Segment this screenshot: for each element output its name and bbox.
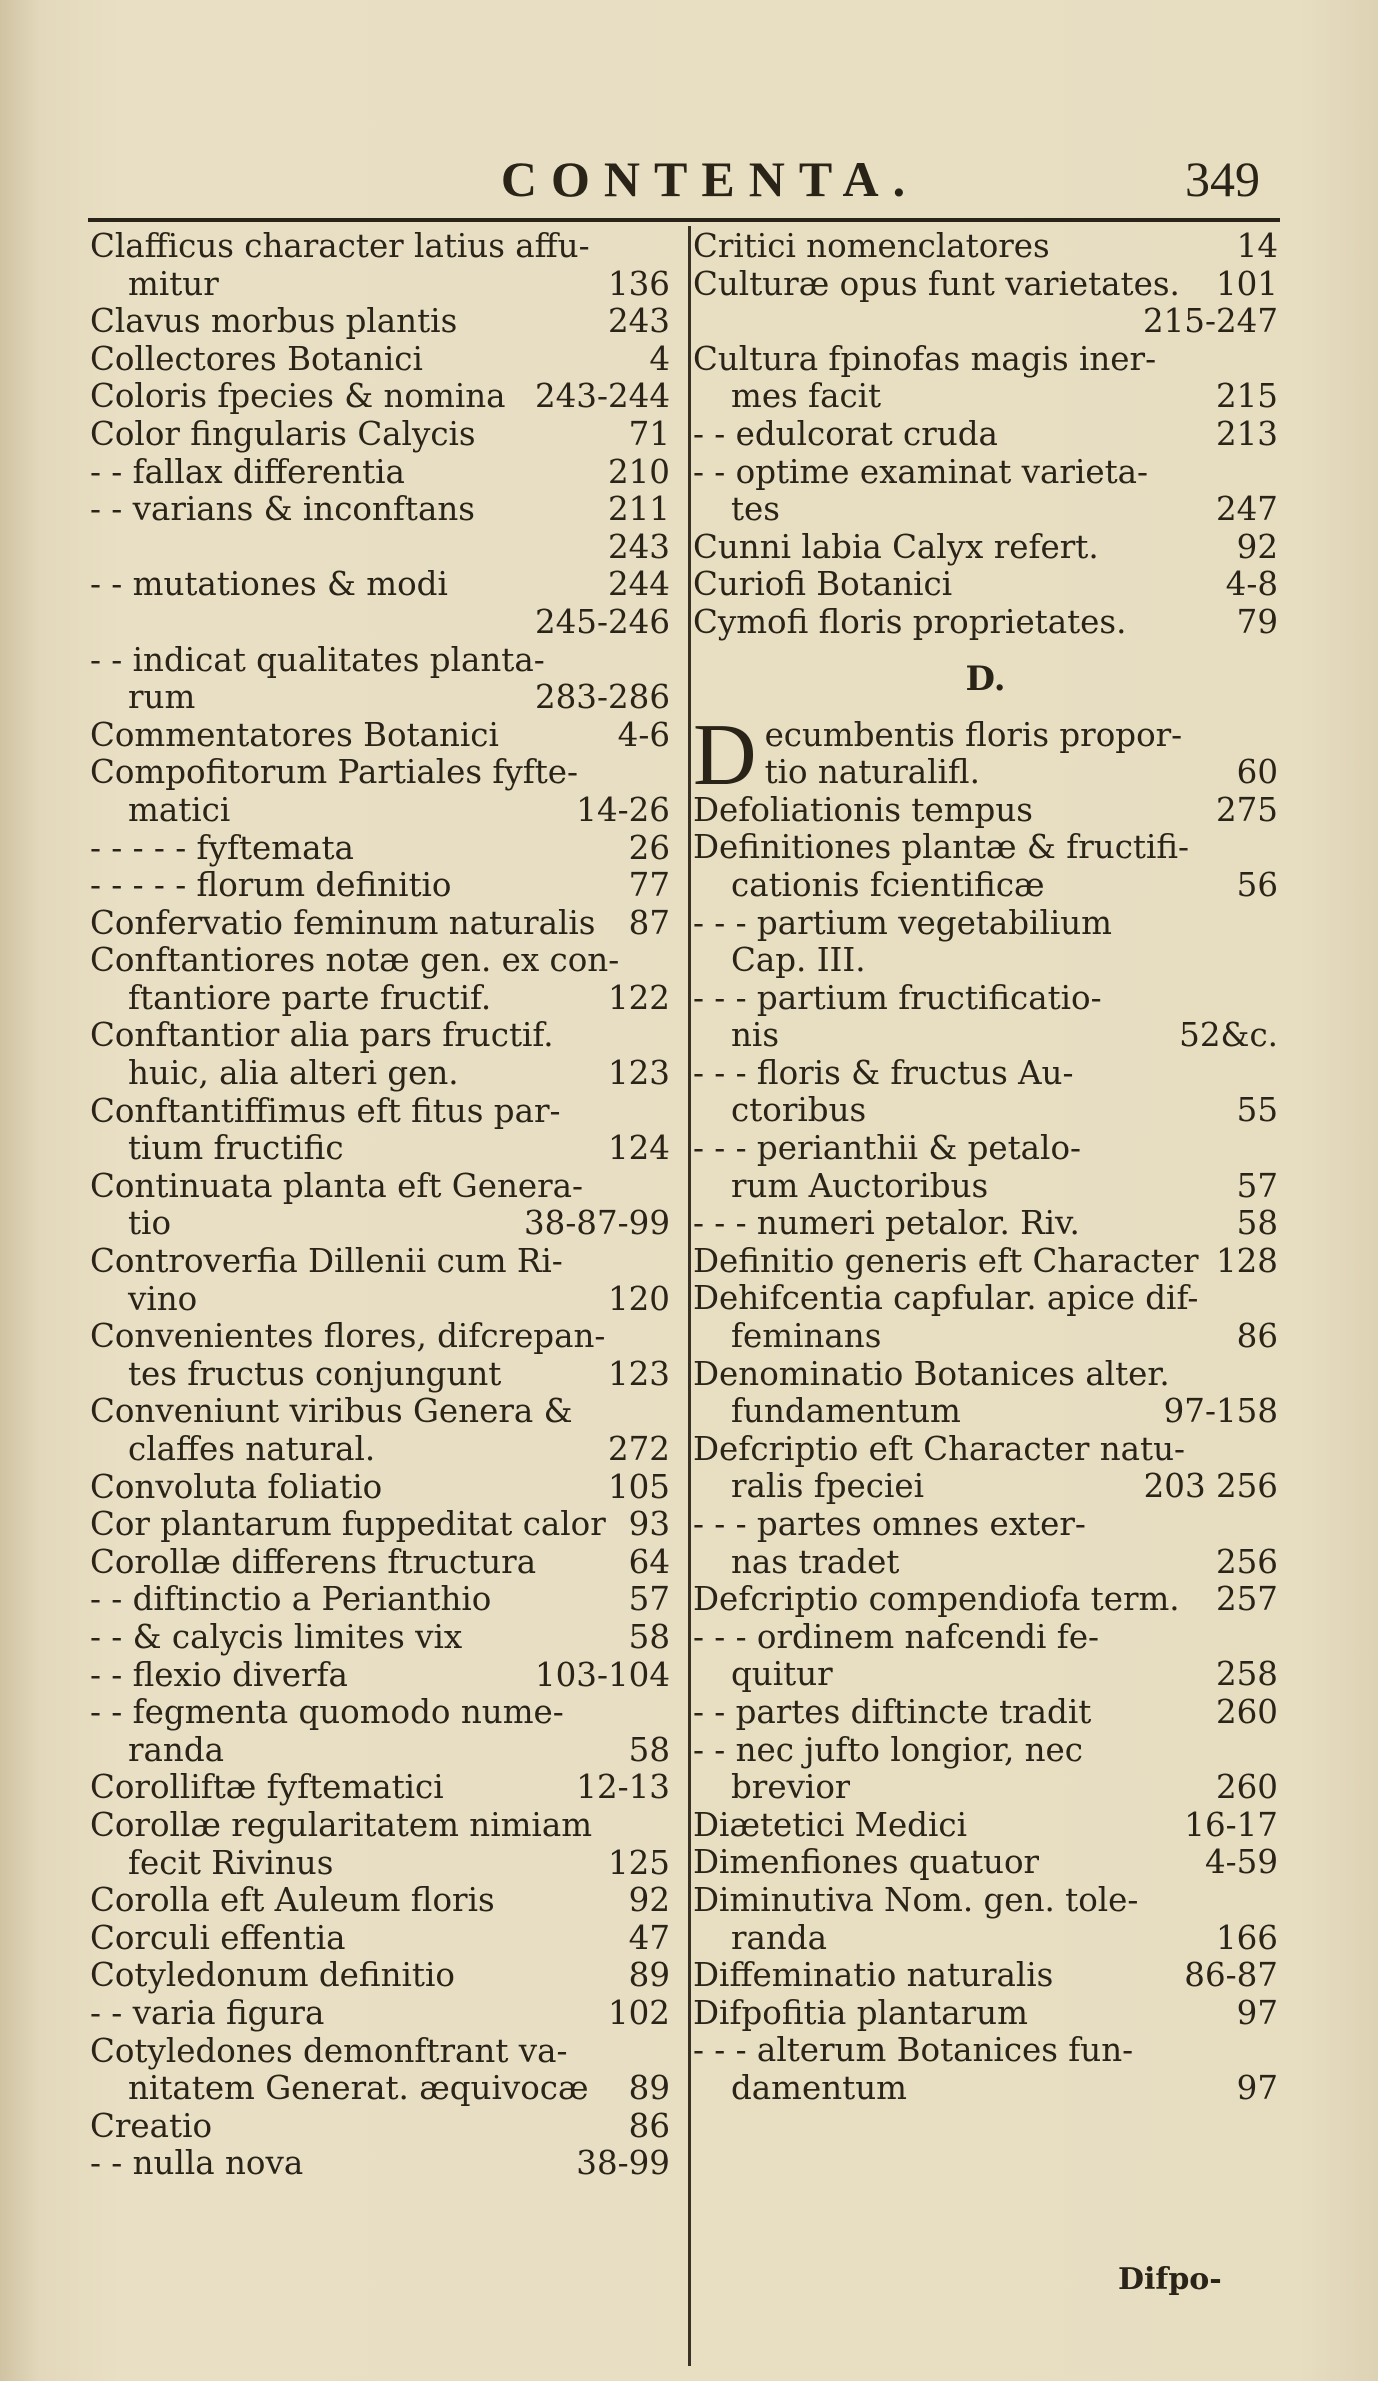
index-entry bbox=[693, 491, 1278, 529]
index-entry bbox=[693, 1205, 1278, 1243]
entry-text: vino bbox=[128, 1280, 198, 1318]
entry-page-ref: 77 bbox=[628, 867, 670, 905]
index-entry bbox=[765, 717, 1278, 755]
entry-page-ref: 260 bbox=[1215, 1769, 1278, 1807]
index-entry bbox=[693, 416, 1278, 454]
page-number: 349 bbox=[1185, 151, 1260, 207]
header-rule bbox=[88, 218, 1280, 222]
index-entry bbox=[693, 980, 1278, 1018]
entry-text: rum bbox=[128, 679, 196, 717]
entry-text: fecit Rivinus bbox=[128, 1844, 334, 1882]
entry-page-ref: 92 bbox=[1236, 528, 1278, 566]
index-entry bbox=[693, 829, 1278, 867]
entry-text: mes facit bbox=[731, 378, 882, 416]
index-entry bbox=[90, 642, 670, 680]
index-entry bbox=[693, 792, 1278, 830]
entry-text: ralis fpeciei bbox=[731, 1468, 925, 1506]
index-entry bbox=[90, 529, 670, 567]
entry-text: Cultura fpinofas magis iner- bbox=[693, 340, 1157, 378]
entry-text: brevior bbox=[731, 1769, 851, 1807]
entry-text: Defcriptio eft Character natu- bbox=[693, 1430, 1185, 1468]
entry-text: tio bbox=[128, 1205, 172, 1243]
index-entry bbox=[693, 1920, 1278, 1958]
entry-page-ref: 92 bbox=[628, 1882, 670, 1920]
entry-text: damentum bbox=[731, 2069, 907, 2107]
entry-text: Cap. III. bbox=[731, 942, 866, 980]
entry-page-ref: 64 bbox=[628, 1543, 670, 1581]
entry-text: nitatem Generat. æquivocæ bbox=[128, 2070, 589, 2108]
entry-page-ref: 71 bbox=[628, 415, 670, 453]
index-entry bbox=[90, 341, 670, 379]
entry-page-ref: 124 bbox=[607, 1130, 670, 1168]
entry-text: Corculi effentia bbox=[90, 1919, 346, 1957]
index-entry bbox=[90, 942, 670, 980]
index-entry bbox=[90, 566, 670, 604]
entry-page-ref: 4 bbox=[649, 340, 670, 378]
entry-text: mitur bbox=[128, 265, 219, 303]
entry-text: - - diftinctio a Perianthio bbox=[90, 1581, 492, 1619]
index-entry bbox=[90, 2108, 670, 2146]
entry-text: - - edulcorat cruda bbox=[693, 415, 998, 453]
index-entry bbox=[90, 1431, 670, 1469]
entry-page-ref: 97 bbox=[1236, 1994, 1278, 2032]
index-entry bbox=[90, 228, 670, 266]
index-entry bbox=[90, 1243, 670, 1281]
index-entry bbox=[90, 1393, 670, 1431]
index-entry bbox=[90, 1017, 670, 1055]
entry-text: Convoluta foliatio bbox=[90, 1468, 383, 1506]
index-entry bbox=[90, 1506, 670, 1544]
index-entry bbox=[693, 1130, 1278, 1168]
entry-text: Corolla eft Auleum floris bbox=[90, 1882, 495, 1920]
entry-page-ref: 4-6 bbox=[617, 716, 670, 754]
entry-page-ref: 87 bbox=[628, 904, 670, 942]
index-entry bbox=[693, 1544, 1278, 1582]
entry-text: ecumbentis floris propor- bbox=[764, 716, 1183, 754]
index-entry bbox=[693, 341, 1278, 379]
entry-text: Corollæ differens ftructura bbox=[90, 1543, 537, 1581]
entry-text: - - - partes omnes exter- bbox=[693, 1506, 1086, 1543]
entry-text: ftantiore parte fructif. bbox=[128, 979, 492, 1017]
entry-page-ref: 203 256 bbox=[1143, 1468, 1278, 1506]
entry-page-ref: 14-26 bbox=[576, 791, 670, 829]
entry-text: Definitiones plantæ & fructifi- bbox=[693, 829, 1190, 867]
index-entry bbox=[90, 1995, 670, 2033]
running-title: CONTENTA. bbox=[500, 151, 920, 207]
drop-cap-letter: D bbox=[693, 716, 757, 792]
entry-text: Cor plantarum fuppeditat calor bbox=[90, 1506, 606, 1544]
index-entry bbox=[693, 1995, 1278, 2033]
entry-text: Corollæ regularitatem nimiam bbox=[90, 1806, 593, 1844]
entry-text: cationis fcientificæ bbox=[731, 866, 1045, 904]
index-entry bbox=[90, 717, 670, 755]
entry-text: tio naturalifl. bbox=[764, 754, 980, 792]
entry-text: Collectores Botanici bbox=[90, 340, 423, 378]
index-entry bbox=[693, 1769, 1278, 1807]
entry-page-ref: 93 bbox=[628, 1506, 670, 1544]
entry-text: randa bbox=[128, 1731, 225, 1769]
index-entry bbox=[90, 1619, 670, 1657]
entry-text: - - - ordinem nafcendi fe- bbox=[693, 1618, 1100, 1656]
index-entry bbox=[90, 266, 670, 304]
entry-text: rum Auctoribus bbox=[731, 1167, 989, 1205]
entry-page-ref: 97 bbox=[1236, 2069, 1278, 2107]
entry-page-ref: 26 bbox=[628, 829, 670, 867]
entry-page-ref: 79 bbox=[1236, 603, 1278, 641]
index-entry bbox=[90, 867, 670, 905]
entry-page-ref: 57 bbox=[1236, 1167, 1278, 1205]
entry-text: Cunni labia Calyx refert. bbox=[693, 528, 1099, 566]
entry-page-ref: 38-87-99 bbox=[523, 1205, 670, 1243]
entry-text: - - fegmenta quomodo nume- bbox=[90, 1694, 564, 1732]
index-entry bbox=[693, 1393, 1278, 1431]
entry-text: randa bbox=[731, 1919, 828, 1957]
index-entry bbox=[693, 1318, 1278, 1356]
index-entry bbox=[693, 1356, 1278, 1394]
entry-text: fundamentum bbox=[731, 1393, 961, 1431]
entry-page-ref: 4-8 bbox=[1225, 566, 1278, 604]
entry-text: - - - alterum Botanices fun- bbox=[693, 2032, 1134, 2070]
entry-text: Diffeminatio naturalis bbox=[693, 1957, 1054, 1995]
entry-page-ref: 86 bbox=[1236, 1318, 1278, 1356]
entry-page-ref: 210 bbox=[607, 453, 670, 491]
entry-page-ref: 243 bbox=[607, 528, 670, 566]
entry-page-ref: 58 bbox=[1236, 1205, 1278, 1243]
index-column-left bbox=[90, 228, 670, 2183]
entry-page-ref: 120 bbox=[607, 1280, 670, 1318]
entry-page-ref: 243 bbox=[607, 303, 670, 341]
entry-text: Defcriptio compendiofa term. bbox=[693, 1581, 1180, 1619]
index-entries-c-continued bbox=[693, 228, 1278, 642]
index-entry bbox=[90, 1281, 670, 1319]
index-entry bbox=[693, 1581, 1278, 1619]
index-entry bbox=[90, 416, 670, 454]
entry-text: Dimenfiones quatuor bbox=[693, 1844, 1040, 1882]
entry-page-ref: 258 bbox=[1215, 1656, 1278, 1694]
entry-text: Clafficus character latius affu- bbox=[90, 228, 590, 265]
section-letter-heading: D. bbox=[965, 658, 1006, 699]
entry-page-ref: 128 bbox=[1215, 1242, 1278, 1280]
entry-text: Diminutiva Nom. gen. tole- bbox=[693, 1881, 1139, 1919]
index-entry bbox=[90, 2145, 670, 2183]
entry-text: - - - partium vegetabilium bbox=[693, 904, 1112, 942]
entry-page-ref: 283-286 bbox=[534, 679, 670, 717]
index-entry bbox=[693, 1694, 1278, 1732]
entry-text: tes bbox=[731, 491, 780, 529]
entry-page-ref: 58 bbox=[628, 1731, 670, 1769]
index-entry bbox=[693, 2070, 1278, 2108]
entry-text: - - nulla nova bbox=[90, 2145, 304, 2183]
entry-page-ref: 123 bbox=[607, 1055, 670, 1093]
index-entry bbox=[90, 679, 670, 717]
entry-page-ref: 272 bbox=[607, 1431, 670, 1468]
entry-text: Critici nomenclatores bbox=[693, 228, 1050, 265]
index-entry bbox=[90, 2033, 670, 2071]
index-entry bbox=[693, 1243, 1278, 1281]
index-entry bbox=[693, 1807, 1278, 1845]
index-entry bbox=[90, 792, 670, 830]
index-entry bbox=[90, 1168, 670, 1206]
entry-text: Corolliftæ fyftematici bbox=[90, 1769, 444, 1807]
entry-page-ref: 52&c. bbox=[1179, 1017, 1278, 1055]
index-entry bbox=[693, 1732, 1278, 1770]
entry-page-ref: 215 bbox=[1215, 378, 1278, 416]
entry-text: - - flexio diverfa bbox=[90, 1656, 348, 1694]
index-entry bbox=[90, 1920, 670, 1958]
drop-cap-lines bbox=[693, 717, 1278, 792]
entry-text: Controverfia Dillenii cum Ri- bbox=[90, 1243, 563, 1281]
entry-text: claffes natural. bbox=[128, 1431, 376, 1468]
index-entry bbox=[693, 1280, 1278, 1318]
index-entry bbox=[90, 604, 670, 642]
entry-page-ref: 60 bbox=[1236, 754, 1278, 792]
entry-text: Cotyledonum definitio bbox=[90, 1957, 455, 1995]
entry-text: - - varians & inconftans bbox=[90, 491, 475, 529]
entry-page-ref: 243-244 bbox=[534, 378, 670, 416]
index-entry bbox=[693, 266, 1278, 304]
entry-text: - - - numeri petalor. Riv. bbox=[693, 1205, 1080, 1243]
index-entry bbox=[693, 566, 1278, 604]
entry-page-ref: 105 bbox=[607, 1468, 670, 1506]
index-entry bbox=[693, 454, 1278, 492]
entry-text: tium fructific bbox=[128, 1130, 344, 1168]
index-entry bbox=[90, 1205, 670, 1243]
entry-page-ref: 14 bbox=[1236, 228, 1278, 265]
entry-text: quitur bbox=[731, 1656, 833, 1694]
index-entry bbox=[693, 905, 1278, 943]
index-entry bbox=[693, 1957, 1278, 1995]
index-entry bbox=[90, 1694, 670, 1732]
entry-page-ref: 245-246 bbox=[534, 603, 670, 641]
index-entry bbox=[693, 1506, 1278, 1544]
index-entry bbox=[90, 378, 670, 416]
index-entry bbox=[90, 1882, 670, 1920]
index-entry bbox=[693, 1431, 1278, 1469]
entry-text: - - nec jufto longior, nec bbox=[693, 1731, 1083, 1769]
entry-page-ref: 213 bbox=[1215, 415, 1278, 453]
entry-page-ref: 275 bbox=[1215, 791, 1278, 829]
entry-page-ref: 86 bbox=[628, 2107, 670, 2145]
index-entry bbox=[90, 491, 670, 529]
entry-page-ref: 247 bbox=[1215, 491, 1278, 529]
index-entry bbox=[765, 754, 1278, 792]
index-entry bbox=[693, 378, 1278, 416]
entry-page-ref: 56 bbox=[1236, 866, 1278, 904]
index-entry bbox=[693, 529, 1278, 567]
entry-page-ref: 57 bbox=[628, 1581, 670, 1619]
index-entry bbox=[90, 2070, 670, 2108]
entry-text: Denominatio Botanices alter. bbox=[693, 1355, 1170, 1393]
entry-text: Clavus morbus plantis bbox=[90, 303, 458, 341]
index-entry bbox=[90, 1544, 670, 1582]
entry-text: Defoliationis tempus bbox=[693, 791, 1033, 829]
entry-text: Conftantiffimus eft fitus par- bbox=[90, 1092, 561, 1130]
index-entry bbox=[693, 1055, 1278, 1093]
entry-text: - - partes diftincte tradit bbox=[693, 1693, 1092, 1731]
index-entry bbox=[90, 1469, 670, 1507]
entry-page-ref: 103-104 bbox=[534, 1656, 670, 1694]
index-entry bbox=[90, 1130, 670, 1168]
index-entry bbox=[90, 1845, 670, 1883]
index-entry bbox=[693, 942, 1278, 980]
entry-page-ref: 38-99 bbox=[576, 2145, 670, 2183]
index-entry bbox=[90, 1055, 670, 1093]
index-entry bbox=[90, 1581, 670, 1619]
entry-text: Diætetici Medici bbox=[693, 1806, 967, 1844]
catchword: Difpo- bbox=[1118, 2262, 1222, 2297]
entry-text: Continuata planta eft Genera- bbox=[90, 1167, 584, 1205]
index-column-right bbox=[693, 228, 1278, 2108]
index-entry bbox=[90, 1769, 670, 1807]
entry-text: tes fructus conjungunt bbox=[128, 1355, 502, 1393]
entry-text: Dehifcentia capfular. apice dif- bbox=[693, 1280, 1199, 1318]
entry-page-ref: 244 bbox=[607, 566, 670, 604]
index-entry bbox=[693, 1168, 1278, 1206]
entry-text: - - & calycis limites vix bbox=[90, 1618, 463, 1656]
index-entry bbox=[90, 1807, 670, 1845]
entry-page-ref: 215-247 bbox=[1142, 303, 1278, 341]
entry-text: Curiofi Botanici bbox=[693, 566, 953, 604]
entry-text: nas tradet bbox=[731, 1543, 900, 1581]
index-entry bbox=[90, 1356, 670, 1394]
entry-text: - - - perianthii & petalo- bbox=[693, 1130, 1082, 1168]
entry-text: Commentatores Botanici bbox=[90, 716, 499, 754]
entry-page-ref: 256 bbox=[1215, 1543, 1278, 1581]
entry-page-ref: 102 bbox=[607, 1994, 670, 2032]
entry-page-ref: 260 bbox=[1215, 1693, 1278, 1731]
index-entry bbox=[90, 1957, 670, 1995]
index-entry bbox=[90, 980, 670, 1018]
index-entry bbox=[693, 604, 1278, 642]
entry-text: matici bbox=[128, 791, 231, 829]
entry-text: Conveniunt viribus Genera & bbox=[90, 1393, 573, 1431]
entry-text: Culturæ opus funt varietates. bbox=[693, 265, 1180, 303]
entry-text: huic, alia alteri gen. bbox=[128, 1055, 459, 1093]
entry-text: Compofitorum Partiales fyfte- bbox=[90, 754, 579, 792]
entry-text: - - optime examinat varieta- bbox=[693, 453, 1148, 491]
index-entry bbox=[693, 1017, 1278, 1055]
index-entry bbox=[693, 1656, 1278, 1694]
index-entry bbox=[693, 1882, 1278, 1920]
entry-text: - - - - - florum definitio bbox=[90, 867, 452, 905]
entry-text: Cotyledones demonftrant va- bbox=[90, 2032, 568, 2070]
entry-text: Difpofitia plantarum bbox=[693, 1994, 1028, 2032]
entry-page-ref: 47 bbox=[628, 1919, 670, 1957]
index-entry bbox=[693, 1092, 1278, 1130]
index-entry bbox=[90, 830, 670, 868]
entry-page-ref: 58 bbox=[628, 1618, 670, 1656]
entry-text: Conftantior alia pars fructif. bbox=[90, 1017, 554, 1055]
entry-text: - - - - - fyftemata bbox=[90, 829, 354, 867]
entry-text: - - mutationes & modi bbox=[90, 566, 448, 604]
index-entry bbox=[90, 905, 670, 943]
index-entry bbox=[90, 454, 670, 492]
entry-text: Convenientes flores, difcrepan- bbox=[90, 1318, 606, 1356]
entry-text: feminans bbox=[731, 1318, 882, 1356]
entry-page-ref: 136 bbox=[607, 265, 670, 303]
drop-cap-entry bbox=[693, 717, 1278, 792]
entry-page-ref: 89 bbox=[628, 1957, 670, 1995]
entry-text: - - indicat qualitates planta- bbox=[90, 641, 545, 679]
index-entries-d bbox=[693, 792, 1278, 2108]
index-entry bbox=[693, 228, 1278, 266]
entry-text: - - varia figura bbox=[90, 1994, 325, 2032]
entry-text: Cymofi floris proprietates. bbox=[693, 603, 1127, 641]
entry-page-ref: 16-17 bbox=[1184, 1806, 1278, 1844]
index-entry bbox=[90, 1732, 670, 1770]
entry-page-ref: 101 bbox=[1215, 265, 1278, 303]
index-entry bbox=[693, 1468, 1278, 1506]
index-entry bbox=[90, 754, 670, 792]
index-entry bbox=[90, 1318, 670, 1356]
entry-page-ref: 122 bbox=[607, 979, 670, 1017]
entry-text: - - - floris & fructus Au- bbox=[693, 1054, 1074, 1092]
entry-text: Coloris fpecies & nomina bbox=[90, 378, 506, 416]
entry-page-ref: 257 bbox=[1215, 1581, 1278, 1619]
entry-text: Creatio bbox=[90, 2107, 213, 2145]
entry-text: Definitio generis eft Character bbox=[693, 1242, 1199, 1280]
entry-page-ref: 89 bbox=[628, 2070, 670, 2108]
index-entry bbox=[90, 1657, 670, 1695]
entry-text: - - fallax differentia bbox=[90, 453, 405, 491]
entry-page-ref: 86-87 bbox=[1184, 1957, 1278, 1995]
entry-text: Confervatio feminum naturalis bbox=[90, 904, 596, 942]
index-entry bbox=[693, 867, 1278, 905]
entry-text: ctoribus bbox=[731, 1092, 867, 1130]
column-divider bbox=[688, 226, 691, 2366]
index-entry bbox=[693, 1844, 1278, 1882]
entry-page-ref: 123 bbox=[607, 1355, 670, 1393]
entry-text: nis bbox=[731, 1017, 780, 1055]
entry-text: Conftantiores notæ gen. ex con- bbox=[90, 942, 620, 980]
entry-page-ref: 166 bbox=[1215, 1919, 1278, 1957]
index-entry bbox=[693, 2032, 1278, 2070]
entry-page-ref: 12-13 bbox=[576, 1769, 670, 1807]
entry-page-ref: 4-59 bbox=[1204, 1844, 1278, 1882]
entry-page-ref: 55 bbox=[1236, 1092, 1278, 1130]
index-entry bbox=[90, 1093, 670, 1131]
index-entry bbox=[90, 303, 670, 341]
entry-page-ref: 97-158 bbox=[1163, 1393, 1278, 1431]
entry-page-ref: 125 bbox=[607, 1844, 670, 1882]
entry-text: Color fingularis Calycis bbox=[90, 415, 476, 453]
entry-text: - - - partium fructificatio- bbox=[693, 979, 1102, 1017]
index-entry bbox=[693, 303, 1278, 341]
entry-page-ref: 211 bbox=[607, 491, 670, 529]
index-entry bbox=[693, 1619, 1278, 1657]
